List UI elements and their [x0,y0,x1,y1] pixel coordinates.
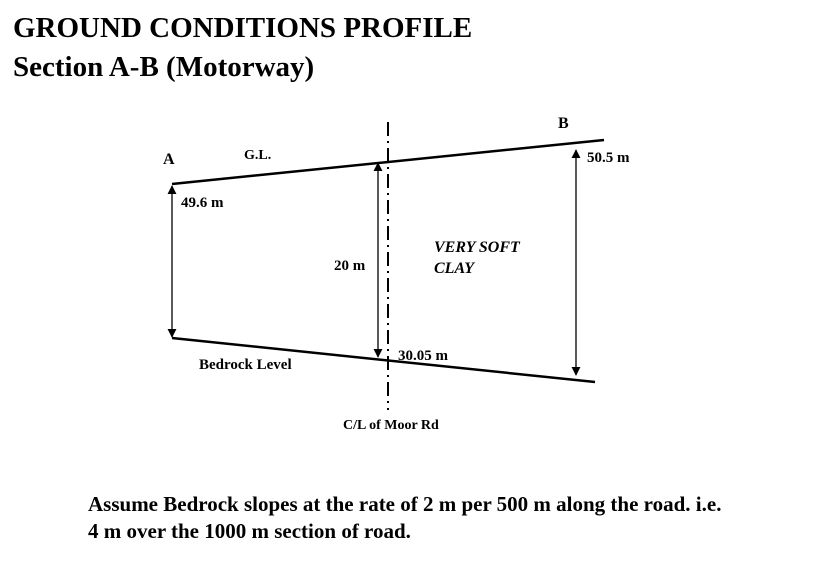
bedrock-at-centreline: 30.05 m [398,348,448,364]
soil-label-line2: CLAY [434,260,475,277]
page-title: GROUND CONDITIONS PROFILE [13,12,473,44]
page-subtitle: Section A-B (Motorway) [13,51,315,83]
bedrock-label: Bedrock Level [199,357,292,373]
ground-level-label: G.L. [244,148,272,163]
assumption-note: Assume Bedrock slopes at the rate of 2 m per 500 m along the road. i.e. 4 m over the 1000 m section of road. [88,492,722,543]
centreline-label: C/L of Moor Rd [343,418,439,433]
depth-label: 20 m [334,258,366,274]
level-at-a: 49.6 m [181,195,224,211]
point-b-label: B [558,115,569,132]
point-a-label: A [163,151,175,168]
level-at-b: 50.5 m [587,150,630,166]
soil-label-line1: VERY SOFT [434,239,520,256]
